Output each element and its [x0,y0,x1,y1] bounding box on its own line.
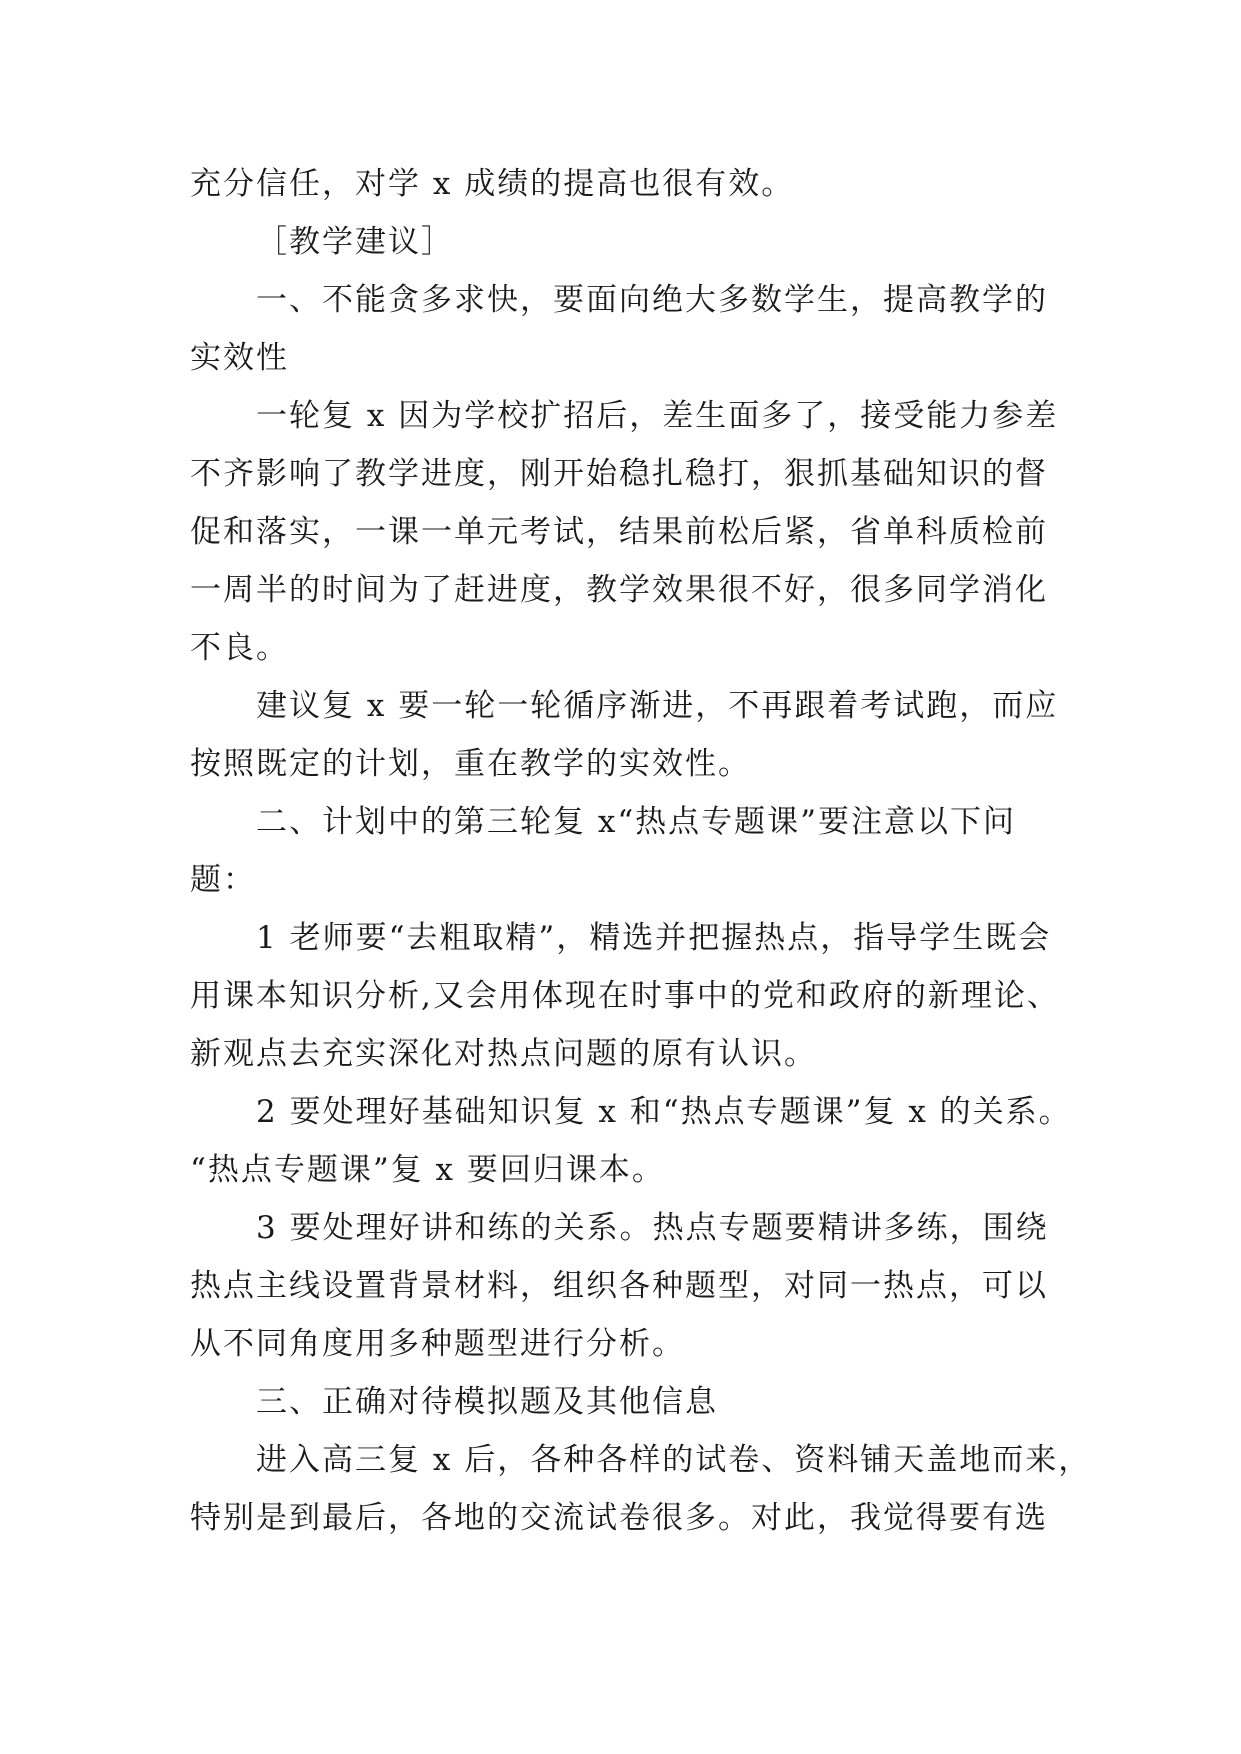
text-line: 题： [190,862,256,898]
text-line: 不齐影响了教学进度，刚开始稳扎稳打，狠抓基础知识的督 [190,456,1048,492]
text-line: 一轮复 x 因为学校扩招后，差生面多了，接受能力参差 [256,398,1059,434]
text-line: 二、计划中的第三轮复 x“热点专题课”要注意以下问 [256,804,1017,840]
text-line: 一、不能贪多求快，要面向绝大多数学生，提高教学的 [256,282,1048,318]
text-line: 热点主线设置背景材料，组织各种题型，对同一热点，可以 [190,1268,1048,1304]
text-line: 3 要处理好讲和练的关系。热点专题要精讲多练，围绕 [256,1210,1049,1246]
text-line: 新观点去充实深化对热点问题的原有认识。 [190,1036,817,1072]
section-heading: ［教学建议］ [256,224,454,260]
text-line: 1 老师要“去粗取精”，精选并把握热点，指导学生既会 [256,920,1052,956]
text-line: 特别是到最后，各地的交流试卷很多。对此，我觉得要有选 [190,1500,1048,1536]
text-line: 促和落实，一课一单元考试，结果前松后紧，省单科质检前 [190,514,1048,550]
text-line: 2 要处理好基础知识复 x 和“热点专题课”复 x 的关系。 [256,1094,1072,1130]
text-line: 实效性 [190,340,289,376]
text-line: 进入高三复 x 后，各种各样的试卷、资料铺天盖地而来， [256,1442,1092,1478]
text-line: 从不同角度用多种题型进行分析。 [190,1326,685,1362]
text-line: 不良。 [190,630,289,666]
text-line: 建议复 x 要一轮一轮循序渐进，不再跟着考试跑，而应 [256,688,1059,724]
text-line: 充分信任，对学 x 成绩的提高也很有效。 [190,166,795,202]
text-line: “热点专题课”复 x 要回归课本。 [190,1152,665,1188]
text-line: 三、正确对待模拟题及其他信息 [256,1384,718,1420]
text-line: 用课本知识分析,又会用体现在时事中的党和政府的新理论、 [190,978,1060,1014]
text-line: 一周半的时间为了赶进度，教学效果很不好，很多同学消化 [190,572,1048,608]
text-line: 按照既定的计划，重在教学的实效性。 [190,746,751,782]
